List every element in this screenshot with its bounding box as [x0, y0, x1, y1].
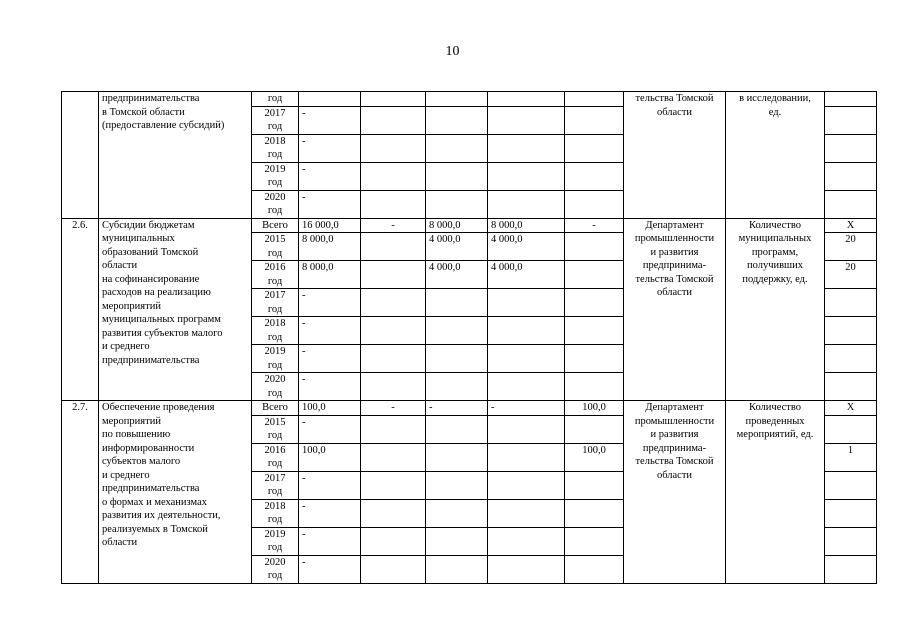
description-line: субъектов малого: [102, 456, 181, 467]
year-cell: [252, 317, 299, 345]
description-line: предпринимательства: [102, 354, 200, 366]
regional-amount: [426, 92, 488, 107]
program-activities-table: [61, 91, 877, 584]
department-line: тельства Томской: [635, 273, 714, 285]
other-amount: [565, 499, 624, 527]
other-amount: [565, 134, 624, 162]
other-amount: -: [565, 218, 624, 233]
description-line: по повышению: [102, 429, 171, 440]
regional-amount: 4 000,0: [426, 233, 488, 261]
year-label: год: [267, 275, 283, 287]
federal-amount: [361, 499, 426, 527]
federal-amount: [361, 415, 426, 443]
federal-amount: [361, 443, 426, 471]
department-line: предпринима-: [642, 260, 707, 271]
local-amount: [488, 92, 565, 107]
other-amount: [565, 106, 624, 134]
year-label: 2020: [264, 556, 286, 568]
federal-amount: [361, 289, 426, 317]
other-amount: [565, 261, 624, 289]
year-cell: [252, 233, 299, 261]
regional-amount: [426, 289, 488, 317]
year-cell: [252, 555, 299, 583]
year-label: 2019: [264, 346, 286, 357]
year-cell: [252, 373, 299, 401]
year-label: год: [267, 387, 283, 399]
year-cell: [252, 261, 299, 289]
description-line: и среднего: [102, 469, 150, 481]
local-amount: [488, 555, 565, 583]
indicator-value: Х: [825, 401, 877, 416]
local-amount: [488, 289, 565, 317]
year-label: 2016: [264, 262, 286, 273]
year-cell: [252, 289, 299, 317]
total-amount: -: [299, 162, 361, 190]
year-cell: [252, 415, 299, 443]
other-amount: [565, 345, 624, 373]
indicator-line: в исследовании,: [739, 93, 811, 104]
year-label: 2019: [264, 163, 286, 175]
year-label: Всего: [262, 402, 288, 413]
year-cell: [252, 345, 299, 373]
federal-amount: [361, 373, 426, 401]
year-cell: [252, 106, 299, 134]
year-label: год: [267, 149, 283, 160]
local-amount: [488, 162, 565, 190]
year-cell: [252, 443, 299, 471]
description-line: Обеспечение проведения: [102, 402, 215, 413]
regional-amount: [426, 373, 488, 401]
description-line: муниципальных программ: [102, 314, 221, 325]
local-amount: [488, 373, 565, 401]
year-label: год: [267, 93, 283, 104]
indicator-value: Х: [825, 218, 877, 233]
indicator-value: [825, 415, 877, 443]
indicator-value: [825, 373, 877, 401]
other-amount: [565, 233, 624, 261]
regional-amount: [426, 190, 488, 218]
other-amount: [565, 373, 624, 401]
other-amount: [565, 555, 624, 583]
indicator-value: [825, 162, 877, 190]
total-amount: 8 000,0: [299, 233, 361, 261]
indicator-line: поддержку, ед.: [742, 273, 808, 285]
year-label: 2015: [264, 416, 286, 428]
indicator-value: [825, 527, 877, 555]
local-amount: [488, 471, 565, 499]
year-label: 2017: [264, 107, 286, 119]
description-line: развития их деятельности,: [102, 510, 221, 521]
total-amount: -: [299, 289, 361, 317]
local-amount: 4 000,0: [488, 233, 565, 261]
indicator-line: получивших: [746, 260, 804, 271]
local-amount: [488, 415, 565, 443]
regional-amount: [426, 499, 488, 527]
year-label: год: [267, 247, 283, 259]
year-cell: [252, 527, 299, 555]
total-amount: 8 000,0: [299, 261, 361, 289]
local-amount: -: [488, 401, 565, 416]
year-label: год: [267, 303, 283, 315]
description-line: информированности: [102, 442, 195, 454]
year-cell: [252, 134, 299, 162]
federal-amount: [361, 555, 426, 583]
department-line: тельства Томской: [635, 456, 714, 467]
year-label: 2016: [264, 444, 286, 456]
year-label: год: [267, 514, 283, 525]
item-description: [99, 92, 252, 219]
department-line: и развития: [650, 429, 699, 440]
item-description: [99, 218, 252, 401]
description-line: предпринимательства: [102, 93, 200, 104]
federal-amount: [361, 162, 426, 190]
regional-amount: [426, 162, 488, 190]
indicator-name: [726, 92, 825, 219]
description-line: Субсидии бюджетам: [102, 219, 195, 231]
federal-amount: -: [361, 218, 426, 233]
federal-amount: [361, 261, 426, 289]
indicator-value: 20: [825, 261, 877, 289]
other-amount: [565, 289, 624, 317]
indicator-value: [825, 555, 877, 583]
indicator-line: проведенных: [745, 415, 805, 427]
regional-amount: -: [426, 401, 488, 416]
department-line: Департамент: [645, 219, 704, 231]
year-cell: [252, 499, 299, 527]
other-amount: [565, 162, 624, 190]
description-line: образований Томской: [102, 246, 199, 258]
regional-amount: [426, 106, 488, 134]
indicator-value: 1: [825, 443, 877, 471]
total-amount: [299, 92, 361, 107]
year-label: 2015: [264, 234, 286, 245]
local-amount: 4 000,0: [488, 261, 565, 289]
indicator-value: [825, 499, 877, 527]
other-amount: [565, 190, 624, 218]
federal-amount: [361, 106, 426, 134]
item-number: 2.7.: [62, 401, 99, 584]
regional-amount: 8 000,0: [426, 218, 488, 233]
year-label: Всего: [262, 219, 288, 231]
local-amount: [488, 345, 565, 373]
year-cell: [252, 92, 299, 107]
page-number: 10: [445, 44, 460, 59]
total-amount: 16 000,0: [299, 218, 361, 233]
other-amount: [565, 92, 624, 107]
description-line: развития субъектов малого: [102, 327, 223, 339]
year-label: 2020: [264, 191, 286, 203]
local-amount: [488, 527, 565, 555]
total-amount: -: [299, 345, 361, 373]
year-label: 2019: [264, 528, 286, 540]
item-description: [99, 401, 252, 584]
year-label: 2018: [264, 135, 286, 147]
table-row: [62, 92, 877, 107]
total-amount: -: [299, 527, 361, 555]
local-amount: [488, 190, 565, 218]
regional-amount: [426, 345, 488, 373]
other-amount: [565, 317, 624, 345]
total-amount: -: [299, 499, 361, 527]
regional-amount: 4 000,0: [426, 261, 488, 289]
total-amount: -: [299, 555, 361, 583]
total-amount: -: [299, 373, 361, 401]
year-cell: [252, 401, 299, 416]
description-line: расходов на реализацию: [102, 287, 211, 298]
responsible-department: [624, 92, 726, 219]
table-body: [62, 92, 877, 584]
description-line: о формах и механизмах: [102, 496, 208, 508]
description-line: реализуемых в Томской: [102, 523, 208, 535]
indicator-name: [726, 218, 825, 401]
other-amount: [565, 415, 624, 443]
description-line: мероприятий: [102, 300, 161, 312]
indicator-value: 20: [825, 233, 877, 261]
description-line: и среднего: [102, 341, 150, 352]
year-label: 2017: [264, 290, 286, 301]
description-line: на софинансирование: [102, 273, 200, 285]
year-cell: [252, 162, 299, 190]
indicator-line: муниципальных: [738, 233, 812, 244]
description-line: мероприятий: [102, 415, 161, 427]
item-number: [62, 92, 99, 219]
department-line: области: [656, 287, 693, 298]
year-label: 2018: [264, 500, 286, 512]
regional-amount: [426, 443, 488, 471]
regional-amount: [426, 134, 488, 162]
description-line: области: [102, 537, 138, 548]
indicator-value: [825, 92, 877, 107]
total-amount: 100,0: [299, 401, 361, 416]
responsible-department: [624, 218, 726, 401]
responsible-department: [624, 401, 726, 584]
regional-amount: [426, 555, 488, 583]
description-line: (предоставление субсидий): [102, 120, 225, 131]
year-label: год: [267, 331, 283, 343]
department-line: промышленности: [634, 415, 715, 427]
table-row: [62, 401, 877, 416]
total-amount: -: [299, 190, 361, 218]
total-amount: -: [299, 415, 361, 443]
item-number: 2.6.: [62, 218, 99, 401]
total-amount: -: [299, 471, 361, 499]
year-label: год: [267, 177, 283, 188]
local-amount: [488, 443, 565, 471]
regional-amount: [426, 527, 488, 555]
year-cell: [252, 471, 299, 499]
indicator-line: ед.: [768, 106, 782, 118]
department-line: области: [656, 106, 693, 118]
department-line: области: [656, 469, 693, 481]
indicator-value: [825, 317, 877, 345]
indicator-line: программ,: [751, 246, 799, 258]
department-line: Департамент: [645, 402, 704, 413]
description-line: предпринимательства: [102, 483, 200, 494]
local-amount: 8 000,0: [488, 218, 565, 233]
regional-amount: [426, 471, 488, 499]
year-cell: [252, 218, 299, 233]
indicator-value: [825, 289, 877, 317]
federal-amount: [361, 317, 426, 345]
federal-amount: [361, 92, 426, 107]
federal-amount: [361, 233, 426, 261]
total-amount: -: [299, 106, 361, 134]
regional-amount: [426, 317, 488, 345]
federal-amount: [361, 471, 426, 499]
year-label: 2020: [264, 374, 286, 385]
total-amount: 100,0: [299, 443, 361, 471]
indicator-value: [825, 345, 877, 373]
federal-amount: -: [361, 401, 426, 416]
federal-amount: [361, 527, 426, 555]
indicator-line: Количество: [748, 402, 802, 413]
indicator-value: [825, 134, 877, 162]
year-label: год: [267, 430, 283, 441]
indicator-value: [825, 471, 877, 499]
year-cell: [252, 190, 299, 218]
table-row: [62, 218, 877, 233]
local-amount: [488, 317, 565, 345]
other-amount: 100,0: [565, 401, 624, 416]
federal-amount: [361, 134, 426, 162]
federal-amount: [361, 190, 426, 218]
description-line: области: [102, 260, 138, 271]
local-amount: [488, 134, 565, 162]
year-label: год: [267, 458, 283, 469]
regional-amount: [426, 415, 488, 443]
indicator-name: [726, 401, 825, 584]
local-amount: [488, 106, 565, 134]
year-label: год: [267, 570, 283, 581]
federal-amount: [361, 345, 426, 373]
total-amount: -: [299, 134, 361, 162]
department-line: тельства Томской: [635, 93, 714, 104]
year-label: 2018: [264, 318, 286, 329]
description-line: муниципальных: [102, 233, 175, 244]
year-label: год: [267, 359, 283, 371]
year-label: год: [267, 205, 283, 216]
indicator-line: Количество: [748, 219, 802, 231]
total-amount: -: [299, 317, 361, 345]
indicator-line: мероприятий, ед.: [736, 429, 814, 440]
indicator-value: [825, 190, 877, 218]
year-label: год: [267, 486, 283, 497]
department-line: предпринима-: [642, 442, 707, 454]
year-label: 2017: [264, 472, 286, 484]
indicator-value: [825, 106, 877, 134]
description-line: в Томской области: [102, 106, 185, 118]
other-amount: [565, 527, 624, 555]
other-amount: [565, 471, 624, 499]
year-label: год: [267, 121, 283, 132]
department-line: промышленности: [634, 233, 715, 244]
department-line: и развития: [650, 246, 699, 258]
other-amount: 100,0: [565, 443, 624, 471]
local-amount: [488, 499, 565, 527]
year-label: год: [267, 542, 283, 553]
